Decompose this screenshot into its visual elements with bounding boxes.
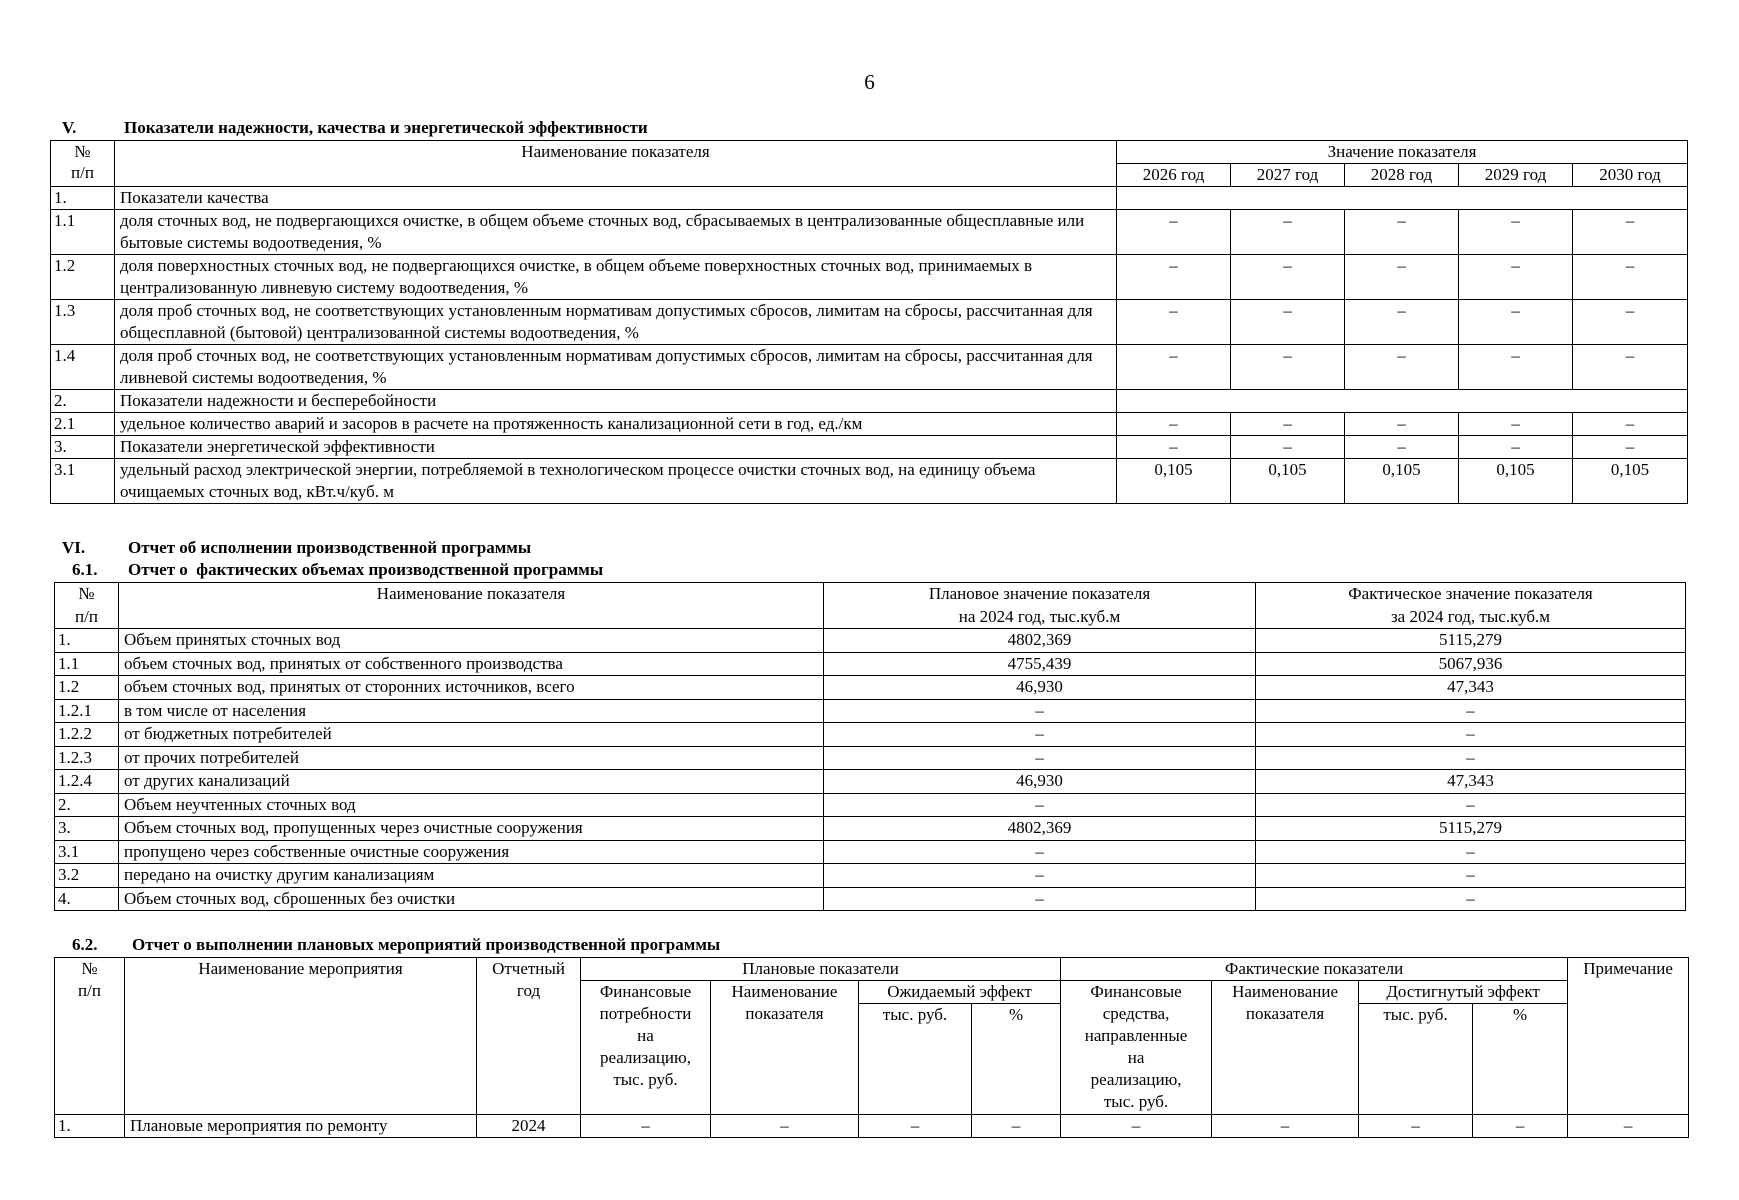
table-row	[55, 676, 1686, 700]
indicator-value: –	[1345, 345, 1459, 390]
indicator-value: –	[1345, 436, 1459, 459]
indicator-value: –	[1573, 413, 1688, 436]
activity-plan-rub: –	[859, 1115, 972, 1138]
indicator-value: –	[1231, 413, 1345, 436]
header-note: Примечание	[1568, 958, 1689, 1115]
fact-value: –	[1256, 840, 1686, 864]
indicator-value: –	[1117, 436, 1231, 459]
header-name: Наименование показателя	[115, 141, 1117, 187]
section6-1-heading	[72, 560, 603, 580]
header-name: Наименование мероприятия	[125, 958, 477, 1115]
table-row	[51, 413, 1688, 436]
fact-value: 47,343	[1256, 770, 1686, 794]
indicator-name: объем сточных вод, принятых от сторонних источников, всего	[119, 676, 824, 700]
indicator-value: –	[1231, 255, 1345, 300]
header-year: 2027 год	[1231, 164, 1345, 187]
header-plan-effect-pct: %	[972, 1004, 1061, 1115]
indicator-value: –	[1459, 436, 1573, 459]
indicator-name: доля сточных вод, не подвергающихся очистке, в общем объеме сточных вод, сбрасываемых в централизованные общесплавные или бытовые системы водоотведения, %	[115, 210, 1117, 255]
section6-2-heading	[72, 935, 720, 955]
indicator-value: –	[1345, 255, 1459, 300]
header-value-group: Значение показателя	[1117, 141, 1688, 164]
section6-number: VI.	[62, 538, 86, 557]
plan-value: –	[824, 723, 1256, 747]
table-row	[55, 793, 1686, 817]
indicator-name: доля проб сточных вод, не соответствующих установленным нормативам допустимых сбросов, лимитам на сбросы, рассчитанная для общесплавной (бытовой) централизованной системы водоотведения, %	[115, 300, 1117, 345]
indicator-value: 0,105	[1231, 459, 1345, 504]
indicator-value: –	[1117, 210, 1231, 255]
activities-table	[54, 957, 1689, 1138]
indicator-value: –	[1573, 210, 1688, 255]
header-plan-effect-rub: тыс. руб.	[859, 1004, 972, 1115]
indicator-value: 0,105	[1345, 459, 1459, 504]
fact-value: –	[1256, 864, 1686, 888]
table-row	[55, 840, 1686, 864]
fact-value: 5115,279	[1256, 817, 1686, 841]
header-fact-indicator: Наименование показателя	[1212, 981, 1359, 1115]
activity-fact-fin: –	[1061, 1115, 1212, 1138]
section5-heading	[62, 118, 648, 138]
row-number: 1.3	[51, 300, 115, 345]
row-number: 3.2	[55, 864, 119, 888]
header-plan-fin: Финансовые потребности на реализацию, тыс. руб.	[581, 981, 711, 1115]
activity-num: 1.	[55, 1115, 125, 1138]
activity-plan-pct: –	[972, 1115, 1061, 1138]
plan-value: 46,930	[824, 770, 1256, 794]
indicator-value: –	[1117, 255, 1231, 300]
table-row	[55, 699, 1686, 723]
indicator-name: от бюджетных потребителей	[119, 723, 824, 747]
indicator-value: –	[1573, 255, 1688, 300]
table-row	[51, 255, 1688, 300]
activity-plan-indicator: –	[711, 1115, 859, 1138]
table-row	[55, 770, 1686, 794]
row-number: 1.2	[55, 676, 119, 700]
indicator-value: –	[1231, 436, 1345, 459]
table-row	[51, 459, 1688, 504]
activity-fact-indicator: –	[1212, 1115, 1359, 1138]
activity-name: Плановые мероприятия по ремонту	[125, 1115, 477, 1138]
header-name: Наименование показателя	[119, 583, 824, 629]
header-num: № п/п	[51, 141, 115, 187]
row-number: 3.1	[55, 840, 119, 864]
header-plan: Плановое значение показателя на 2024 год, тыс.куб.м	[824, 583, 1256, 629]
table-row	[55, 723, 1686, 747]
table-row	[55, 746, 1686, 770]
indicator-value: 0,105	[1117, 459, 1231, 504]
header-fact-group: Фактические показатели	[1061, 958, 1568, 981]
table-header-row	[55, 583, 1686, 629]
indicator-name: Показатели энергетической эффективности	[115, 436, 1117, 459]
indicator-name: объем сточных вод, принятых от собственного производства	[119, 652, 824, 676]
indicator-name: от прочих потребителей	[119, 746, 824, 770]
table-row	[51, 345, 1688, 390]
table-row	[51, 300, 1688, 345]
page-number: 6	[864, 70, 875, 94]
activity-fact-rub: –	[1359, 1115, 1473, 1138]
activity-fact-pct: –	[1473, 1115, 1568, 1138]
indicator-value: –	[1117, 300, 1231, 345]
indicator-value: 0,105	[1573, 459, 1688, 504]
table-row	[51, 436, 1688, 459]
header-year: 2030 год	[1573, 164, 1688, 187]
plan-value: 4755,439	[824, 652, 1256, 676]
header-fact-effect: Достигнутый эффект	[1359, 981, 1568, 1004]
indicator-value: –	[1345, 413, 1459, 436]
table-row	[51, 390, 1688, 413]
header-plan-group: Плановые показатели	[581, 958, 1061, 981]
header-fact: Фактическое значение показателя за 2024 год, тыс.куб.м	[1256, 583, 1686, 629]
row-number: 1.1	[55, 652, 119, 676]
indicator-value: –	[1573, 300, 1688, 345]
indicator-value: –	[1459, 210, 1573, 255]
row-number: 4.	[55, 887, 119, 911]
row-number: 2.	[55, 793, 119, 817]
indicator-name: передано на очистку другим канализациям	[119, 864, 824, 888]
indicator-value: –	[1231, 345, 1345, 390]
row-number: 1.	[51, 187, 115, 210]
plan-value: 4802,369	[824, 629, 1256, 653]
fact-value: 5067,936	[1256, 652, 1686, 676]
header-fact-fin: Финансовые средства, направленные на реализацию, тыс. руб.	[1061, 981, 1212, 1115]
plan-value: –	[824, 864, 1256, 888]
header-num: № п/п	[55, 958, 125, 1115]
plan-value: 46,930	[824, 676, 1256, 700]
indicator-value: –	[1459, 300, 1573, 345]
plan-value: 4802,369	[824, 817, 1256, 841]
section6-1-number: 6.1.	[72, 560, 98, 579]
fact-value: –	[1256, 746, 1686, 770]
header-year: 2028 год	[1345, 164, 1459, 187]
indicator-value: –	[1231, 210, 1345, 255]
indicator-value: –	[1459, 255, 1573, 300]
indicator-value: 0,105	[1459, 459, 1573, 504]
row-number: 1.2.1	[55, 699, 119, 723]
row-number: 1.2.2	[55, 723, 119, 747]
header-fact-effect-rub: тыс. руб.	[1359, 1004, 1473, 1115]
header-plan-effect: Ожидаемый эффект	[859, 981, 1061, 1004]
activity-note: –	[1568, 1115, 1689, 1138]
indicator-value: –	[1117, 413, 1231, 436]
row-number: 1.4	[51, 345, 115, 390]
indicator-value: –	[1345, 300, 1459, 345]
indicator-name: Показатели качества	[115, 187, 1117, 210]
row-number: 1.2.4	[55, 770, 119, 794]
row-number: 3.1	[51, 459, 115, 504]
table-row	[55, 887, 1686, 911]
indicator-name: удельное количество аварий и засоров в расчете на протяженность канализационной сети в год, ед./км	[115, 413, 1117, 436]
indicator-name: Объем сточных вод, пропущенных через очистные сооружения	[119, 817, 824, 841]
table-row	[55, 817, 1686, 841]
indicator-value: –	[1117, 345, 1231, 390]
section6-2-title: Отчет о выполнении плановых мероприятий производственной программы	[132, 935, 721, 954]
table-header-row	[55, 958, 1689, 981]
row-number: 1.1	[51, 210, 115, 255]
indicator-name: доля поверхностных сточных вод, не подвергающихся очистке, в общем объеме поверхностных сточных вод, принимаемых в централизованную ливневую систему водоотведения, %	[115, 255, 1117, 300]
table-row	[55, 652, 1686, 676]
fact-value: –	[1256, 699, 1686, 723]
plan-value: –	[824, 887, 1256, 911]
table-row	[55, 1115, 1689, 1138]
indicator-name: Объем сточных вод, сброшенных без очистки	[119, 887, 824, 911]
row-number: 2.1	[51, 413, 115, 436]
section6-2-number: 6.2.	[72, 935, 98, 954]
indicator-name: от других канализаций	[119, 770, 824, 794]
indicator-name: пропущено через собственные очистные сооружения	[119, 840, 824, 864]
indicator-value: –	[1345, 210, 1459, 255]
header-year: Отчетный год	[477, 958, 581, 1115]
header-year: 2029 год	[1459, 164, 1573, 187]
indicator-value: –	[1459, 413, 1573, 436]
row-number: 1.2.3	[55, 746, 119, 770]
section5-title: Показатели надежности, качества и энергетической эффективности	[124, 118, 648, 137]
row-number: 1.2	[51, 255, 115, 300]
table-row	[55, 864, 1686, 888]
indicator-name: Объем принятых сточных вод	[119, 629, 824, 653]
header-num: № п/п	[55, 583, 119, 629]
empty-values	[1117, 187, 1688, 210]
table-row	[55, 629, 1686, 653]
table-header-row	[51, 141, 1688, 164]
empty-values	[1117, 390, 1688, 413]
header-plan-indicator: Наименование показателя	[711, 981, 859, 1115]
fact-value: 5115,279	[1256, 629, 1686, 653]
indicator-name: Объем неучтенных сточных вод	[119, 793, 824, 817]
fact-value: –	[1256, 723, 1686, 747]
section6-title: Отчет об исполнении производственной программы	[128, 538, 532, 557]
row-number: 3.	[51, 436, 115, 459]
fact-value: 47,343	[1256, 676, 1686, 700]
row-number: 3.	[55, 817, 119, 841]
indicator-value: –	[1231, 300, 1345, 345]
plan-value: –	[824, 840, 1256, 864]
activity-plan-fin: –	[581, 1115, 711, 1138]
quality-indicators-table	[50, 140, 1688, 504]
plan-value: –	[824, 699, 1256, 723]
header-fact-effect-pct: %	[1473, 1004, 1568, 1115]
fact-value: –	[1256, 793, 1686, 817]
section6-heading	[62, 538, 531, 558]
fact-value: –	[1256, 887, 1686, 911]
indicator-name: доля проб сточных вод, не соответствующих установленным нормативам допустимых сбросов, лимитам на сбросы, рассчитанная для ливневой системы водоотведения, %	[115, 345, 1117, 390]
indicator-value: –	[1459, 345, 1573, 390]
indicator-name: в том числе от населения	[119, 699, 824, 723]
header-year: 2026 год	[1117, 164, 1231, 187]
section6-1-title: Отчет о фактических объемах производственной программы	[128, 560, 604, 579]
section5-number: V.	[62, 118, 77, 137]
indicator-name: Показатели надежности и бесперебойности	[115, 390, 1117, 413]
volumes-table	[54, 582, 1686, 911]
plan-value: –	[824, 746, 1256, 770]
table-row	[51, 210, 1688, 255]
row-number: 2.	[51, 390, 115, 413]
indicator-value: –	[1573, 436, 1688, 459]
plan-value: –	[824, 793, 1256, 817]
row-number: 1.	[55, 629, 119, 653]
indicator-name: удельный расход электрической энергии, потребляемой в технологическом процессе очистки сточных вод, на единицу объема очищаемых сточных вод, кВт.ч/куб. м	[115, 459, 1117, 504]
table-row	[51, 187, 1688, 210]
activity-year: 2024	[477, 1115, 581, 1138]
indicator-value: –	[1573, 345, 1688, 390]
